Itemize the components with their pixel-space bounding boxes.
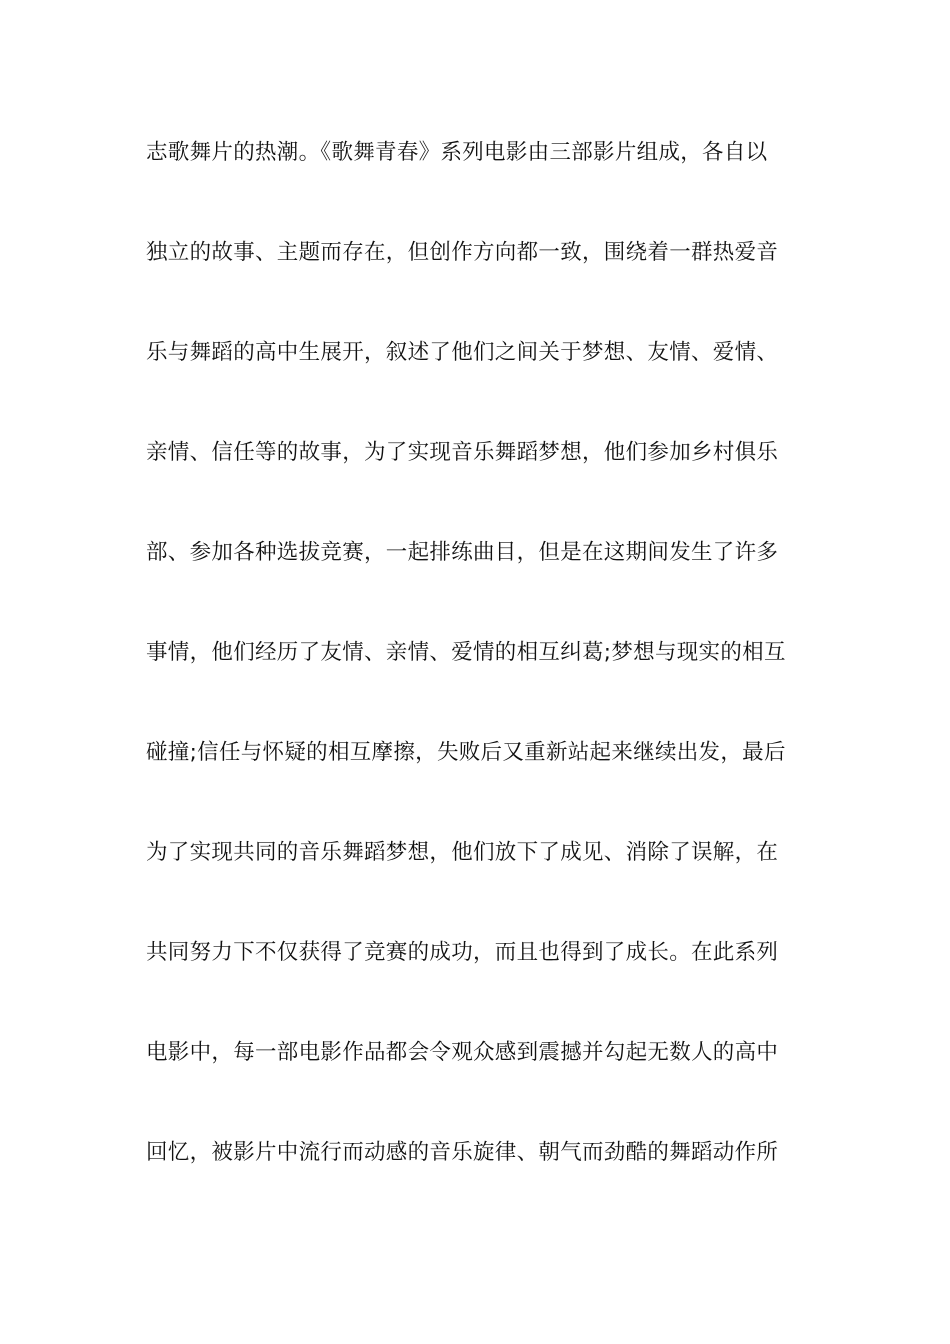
- text-line-8: 为了实现共同的音乐舞蹈梦想，他们放下了成见、消除了误解，在: [146, 840, 779, 865]
- text-line-11: 回忆，被影片中流行而动感的音乐旋律、朝气而劲酷的舞蹈动作所: [146, 1140, 779, 1165]
- text-line-4: 亲情、信任等的故事，为了实现音乐舞蹈梦想，他们参加乡村俱乐: [146, 440, 779, 465]
- text-line-9: 共同努力下不仅获得了竞赛的成功，而且也得到了成长。在此系列: [146, 940, 779, 965]
- text-line-6: 事情，他们经历了友情、亲情、爱情的相互纠葛;梦想与现实的相互: [146, 640, 786, 665]
- text-line-5: 部、参加各种选拔竞赛，一起排练曲目，但是在这期间发生了许多: [146, 540, 779, 565]
- text-line-2: 独立的故事、主题而存在，但创作方向都一致，围绕着一群热爱音: [146, 240, 779, 265]
- text-line-1: 志歌舞片的热潮。《歌舞青春》系列电影由三部影片组成，各自以: [146, 140, 768, 165]
- text-line-7: 碰撞;信任与怀疑的相互摩擦，失败后又重新站起来继续出发，最后: [146, 740, 786, 765]
- text-line-3: 乐与舞蹈的高中生展开，叙述了他们之间关于梦想、友情、爱情、: [146, 340, 779, 365]
- text-line-10: 电影中，每一部电影作品都会令观众感到震撼并勾起无数人的高中: [146, 1040, 779, 1065]
- body-text: [146, 130, 816, 1230]
